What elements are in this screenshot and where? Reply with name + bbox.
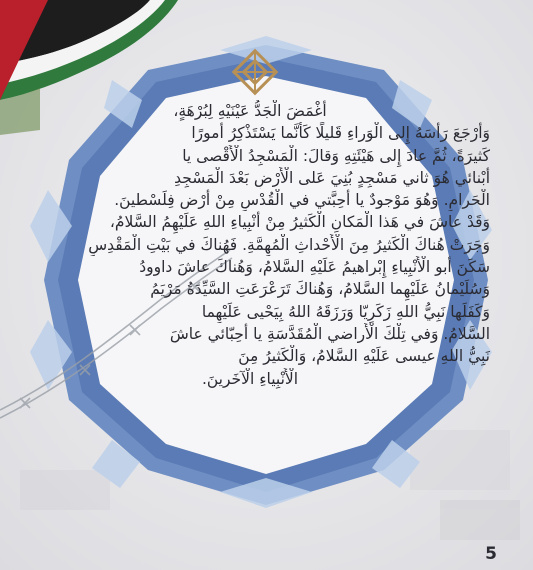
story-line: أَغْمَضَ الْجَدُّ عَيْنَيْهِ لِبُرْهَةٍ، <box>173 102 327 120</box>
story-line: وَكَفَلَها نَبِيُّ اللهِ زَكَرِيّا وَرَزَقَهُ اللهُ بِيَحْيى عَلَيْهِما <box>201 302 490 321</box>
story-line: وَسُلَيْمانُ عَلَيْهِما السَّلامُ، وَهُناكَ تَرَعْرَعَتِ السَّيِّدَةُ مَرْيَمُ <box>150 280 490 299</box>
story-line: وَجَرَتْ هُناكَ الْكَثيرُ مِنَ الْأَحْداثِ الْمُهِمَّةِ. فَهُناكَ في بَيْتِ الْمَقْدِسِ <box>88 235 490 254</box>
page-number: 5 <box>485 544 497 564</box>
story-text <box>10 100 490 390</box>
story-line: الْحَرامِ. وَهُوَ مَوْجودٌ يا أَحِبَّتي في الْقُدْسِ مِنْ أَرْضِ فِلَسْطينَ. <box>114 191 490 210</box>
story-line: أَبْنائي هُوَ ثاني مَسْجِدٍ بُنِيَ عَلى الْأَرْضِ بَعْدَ الْمَسْجِدِ <box>174 168 490 187</box>
story-line: وَأَرْجَعَ رَأْسَهُ إِلى الْوَراءِ قَليلًا كَأَنَّما يَسْتَذْكِرُ أُمورًا <box>191 124 490 143</box>
story-line: كَثيرَةً، ثُمَّ عادَ إِلى هَيْئَتِهِ وَقالَ: الْمَسْجِدُ الْأَقْصى يا <box>182 146 490 165</box>
story-line: نَبِيُّ اللهِ عيسى عَلَيْهِ السَّلامُ، وَالْكَثيرُ مِنَ <box>238 347 490 366</box>
story-line: سَكَنَ أَبو الْأَنْبِياءِ إِبْراهيمُ عَلَيْهِ السَّلامُ، وَهُناكَ عاشَ داوودُ <box>139 258 490 277</box>
story-line: السَّلامُ. وَفي تِلْكَ الْأَراضي الْمُقَدَّسَةِ يا أَحِبّائي عاشَ <box>169 324 490 343</box>
story-line: الْأَنْبِياءِ الْآخَرينَ. <box>201 369 299 388</box>
story-line: وَقَدْ عاشَ في هَذا الْمَكانِ الْكَثيرُ مِنْ أَنْبِياءِ اللهِ عَلَيْهِمُ السَّلامُ، <box>109 213 490 232</box>
